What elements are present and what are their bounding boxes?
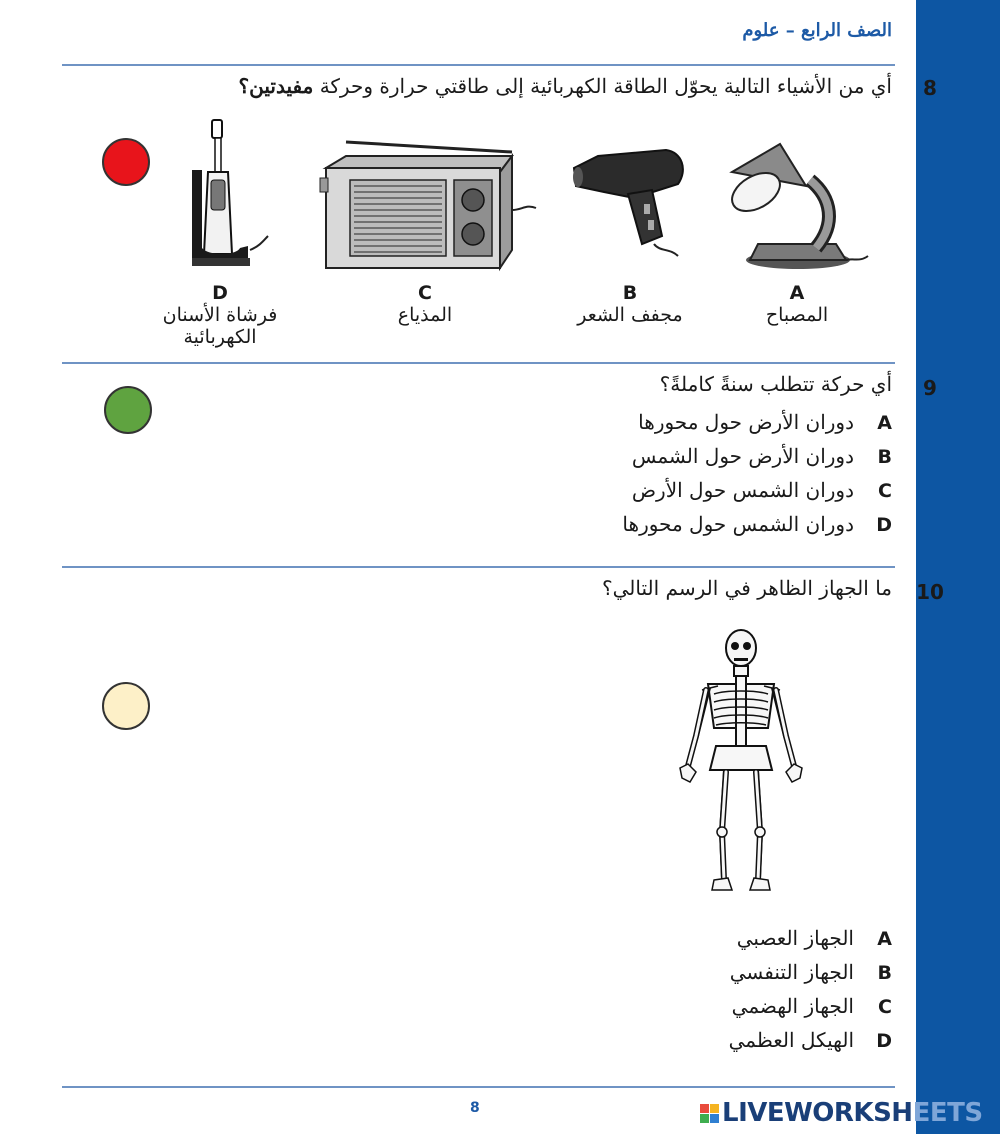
electric-toothbrush-icon [184, 116, 270, 270]
option-label: دوران الشمس حول محورها [622, 512, 854, 536]
option-label: الجهاز الهضمي [731, 994, 854, 1018]
question-9-option-a [638, 410, 892, 434]
option-letter: B [622, 282, 638, 304]
question-number-9: 9 [923, 376, 937, 400]
page-number: 8 [470, 1100, 480, 1116]
liveworksheets-logo [700, 1098, 983, 1128]
answer-marker-red[interactable] [102, 138, 150, 186]
option-letter: C [878, 996, 892, 1018]
option-letter: D [212, 282, 228, 304]
option-label: دوران الأرض حول محورها [638, 410, 854, 434]
divider [62, 64, 895, 66]
option-letter: A [789, 282, 805, 304]
option-label: مجفف الشعر [577, 304, 683, 326]
option-label: الجهاز العصبي [736, 926, 854, 950]
option-caption-c [360, 282, 490, 326]
question-number-8: 8 [923, 76, 937, 100]
answer-marker-green[interactable] [104, 386, 152, 434]
question-9-option-b [632, 444, 892, 468]
skeleton-icon [676, 628, 806, 896]
option-caption-a [732, 282, 862, 326]
answer-marker-cream[interactable] [102, 682, 150, 730]
option-letter: B [877, 962, 892, 984]
side-band [916, 0, 1000, 1134]
option-letter: B [877, 446, 892, 468]
question-10-option-a [737, 926, 892, 950]
question-9-option-d [622, 512, 892, 536]
page-header-title: الصف الرابع – علوم [742, 20, 892, 41]
option-letter: C [418, 282, 432, 304]
question-8-text [239, 74, 892, 98]
option-label: الهيكل العظمي [728, 1028, 854, 1052]
question-8-text-bold: مفيدتين؟ [238, 74, 314, 98]
option-label: المصباح [765, 304, 829, 326]
option-letter: A [877, 928, 892, 950]
radio-icon [316, 138, 538, 272]
option-letter: C [878, 480, 892, 502]
question-10-option-d [729, 1028, 892, 1052]
option-label: المذياع [397, 304, 453, 326]
option-letter: D [876, 514, 892, 536]
question-9-option-c [632, 478, 892, 502]
brand-text-main: LIVEWORKSH [722, 1098, 913, 1128]
option-letter: D [876, 1030, 892, 1052]
question-10-text: ما الجهاز الظاهر في الرسم التالي؟ [602, 576, 892, 600]
divider [62, 1086, 895, 1088]
option-label-line-1: فرشاة الأسنان [162, 304, 278, 326]
hair-dryer-icon [570, 140, 694, 258]
option-label-line-2: الكهربائية [183, 326, 257, 348]
question-9-text: أي حركة تتطلب سنةً كاملةً؟ [659, 372, 892, 396]
brand-text-tail: EETS [912, 1098, 983, 1128]
option-label: الجهاز التنفسي [729, 960, 854, 984]
desk-lamp-icon [728, 132, 872, 274]
option-letter: A [877, 412, 892, 434]
option-caption-b [560, 282, 700, 326]
option-label: دوران الشمس حول الأرض [631, 478, 854, 502]
option-caption-d [140, 282, 300, 348]
question-10-option-c [732, 994, 892, 1018]
question-8-text-main: أي من الأشياء التالية يحوّل الطاقة الكهربائية إلى طاقتي حرارة وحركة [319, 74, 892, 98]
option-label: دوران الأرض حول الشمس [631, 444, 854, 468]
divider [62, 362, 895, 364]
question-10-option-b [730, 960, 892, 984]
question-number-10: 10 [916, 580, 944, 604]
divider [62, 566, 895, 568]
liveworksheets-logo-icon [700, 1104, 719, 1123]
